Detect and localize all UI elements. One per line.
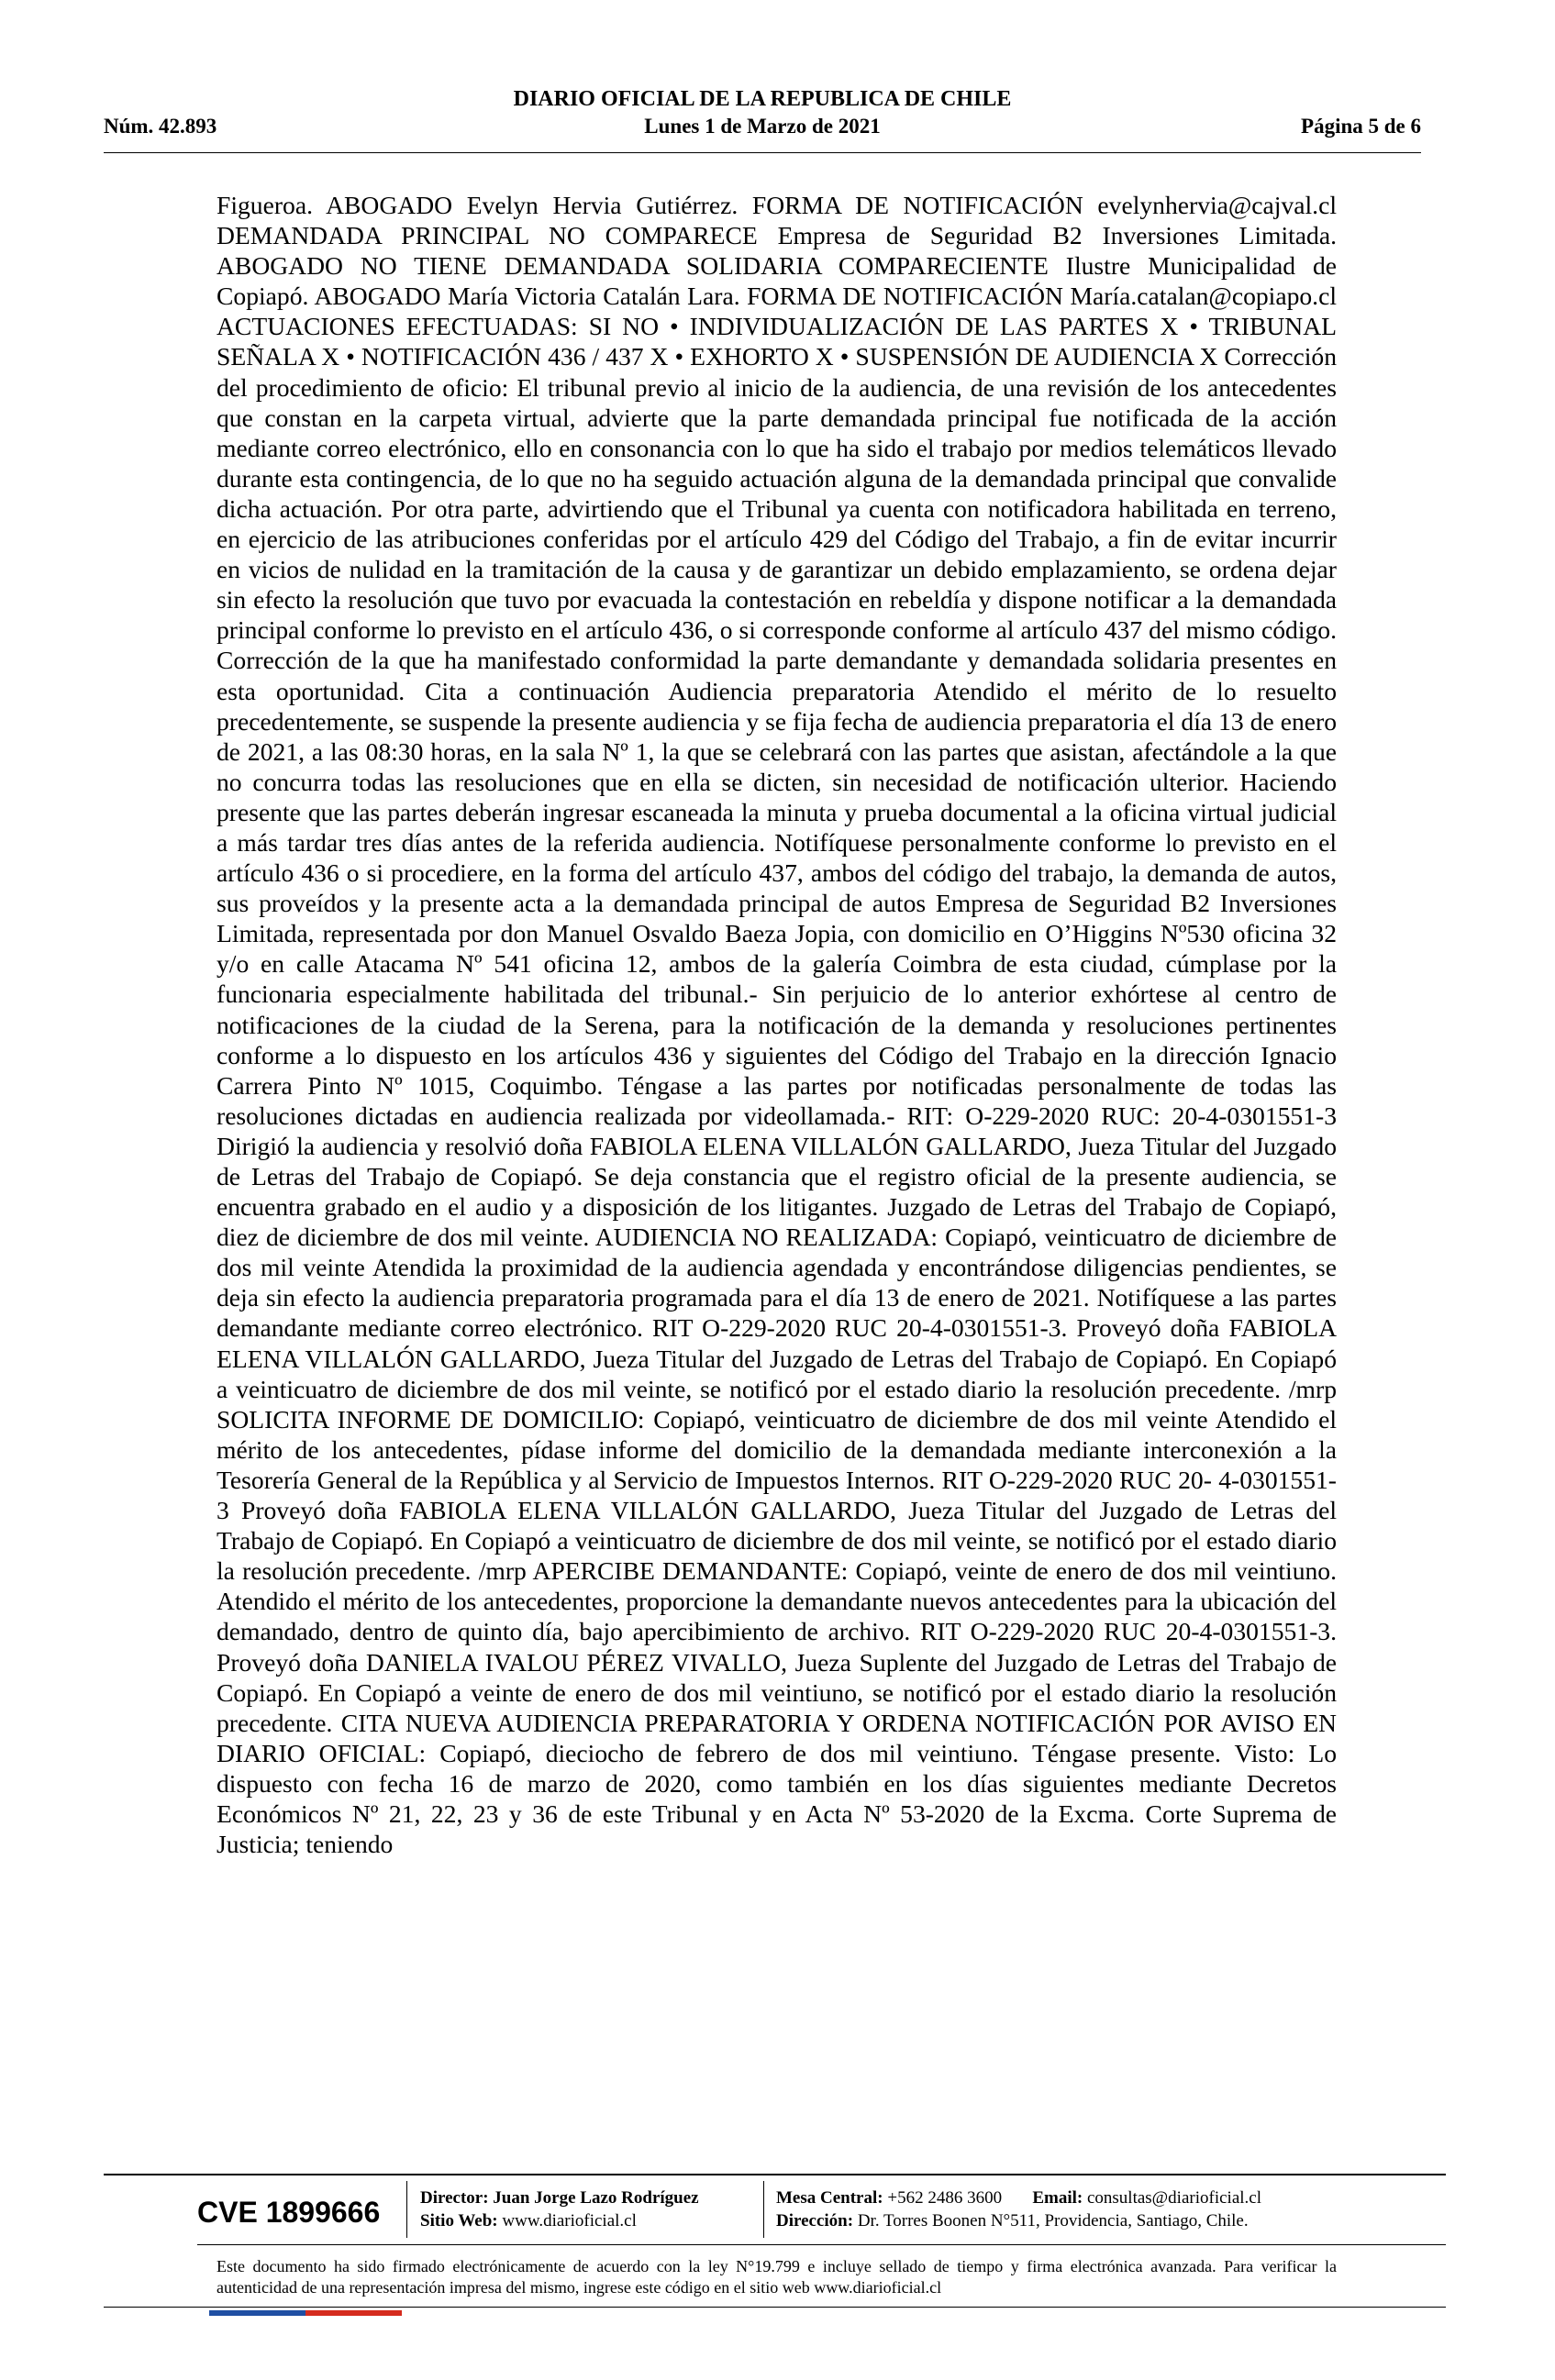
header-info-row: [104, 115, 1421, 142]
footer-divider-bottom: [104, 2307, 1446, 2308]
flag-red-segment: [305, 2310, 402, 2316]
cve-code: CVE 1899666: [197, 2196, 381, 2229]
phone-label: Mesa Central:: [776, 2188, 883, 2208]
footer-separator: [406, 2181, 407, 2238]
email-link[interactable]: consultas@diarioficial.cl: [1086, 2188, 1261, 2208]
phone-number: +562 2486 3600: [887, 2188, 1003, 2208]
legal-notice: Este documento ha sido firmado electrónicamente de acuerdo con la ley N°19.799 e incluye sellado de tiempo y firma electrónica avanzada. Para verificar la autenticidad de una representación impresa del mismo, ingrese este código en el sitio web www.diarioficial.cl: [217, 2257, 1337, 2297]
contact-line: [776, 2187, 1261, 2209]
address-line: [776, 2210, 1249, 2232]
issue-number: Núm. 42.893: [104, 115, 217, 138]
director-name: Juan Jorge Lazo Rodríguez: [493, 2188, 699, 2208]
website-link[interactable]: www.diarioficial.cl: [502, 2211, 637, 2231]
page-number: Página 5 de 6: [1301, 115, 1421, 138]
footer-separator: [763, 2181, 764, 2238]
address-label: Dirección:: [776, 2211, 854, 2231]
body-paragraph: Figueroa. ABOGADO Evelyn Hervia Gutiérrez. FORMA DE NOTIFICACIÓN evelynhervia@cajval.cl DEMANDADA PRINCIPAL NO COMPARECE Empresa de Seguridad B2 Inversiones Limitada. ABOGADO NO TIENE DEMANDADA SOLIDARIA COMPARECIENTE Ilustre Municipalidad de Copiapó. ABOGADO María Victoria Catalán Lara. FORMA DE NOTIFICACIÓN María.catalan@copiapo.cl ACTUACIONES EFECTUADAS: SI NO • INDIVIDUALIZACIÓN DE LAS PARTES X • TRIBUNAL SEÑALA X • NOTIFICACIÓN 436 / 437 X • EXHORTO X • SUSPENSIÓN DE AUDIENCIA X Corrección del procedimiento de oficio: El tribunal previo al inicio de la audiencia, de una revisión de los antecedentes que constan en la carpeta virtual, advierte que la parte demandada principal fue notificada de la acción mediante correo electrónico, ello en consonancia con lo que ha sido el trabajo por medios telemáticos llevado durante esta contingencia, de lo que no ha seguido actuación alguna de la demandada principal que convalide dicha actuación. Por otra parte, advirtiendo que el Tribunal ya cuenta con notificadora habilitada en terreno, en ejercicio de las atribuciones conferidas por el artículo 429 del Código del Trabajo, a fin de evitar incurrir en vicios de nulidad en la tramitación de la causa y de garantizar un debido emplazamiento, se ordena dejar sin efecto la resolución que tuvo por evacuada la contestación en rebeldía y dispone notificar a la demandada principal conforme lo previsto en el artículo 436, o si corresponde conforme al artículo 437 del mismo código. Corrección de la que ha manifestado conformidad la parte demandante y demandada solidaria presentes en esta oportunidad. Cita a continuación Audiencia preparatoria Atendido el mérito de lo resuelto precedentemente, se suspende la presente audiencia y se fija fecha de audiencia preparatoria el día 13 de enero de 2021, a las 08:30 horas, en la sala Nº 1, la que se celebrará con las partes que asistan, afectándole a la que no concurra todas las resoluciones que en ella se dicten, sin necesidad de notificación ulterior. Haciendo presente que las partes deberán ingresar escaneada la minuta y prueba documental a la oficina virtual judicial a más tardar tres días antes de la referida audiencia. Notifíquese personalmente conforme lo previsto en el artículo 436 o si procediere, en la forma del artículo 437, ambos del código del trabajo, la demanda de autos, sus proveídos y la presente acta a la demandada principal de autos Empresa de Seguridad B2 Inversiones Limitada, representada por don Manuel Osvaldo Baeza Jopia, con domicilio en O’Higgins Nº530 oficina 32 y/o en calle Atacama Nº 541 oficina 12, ambos de la galería Coimbra de esta ciudad, cúmplase por la funcionaria especialmente habilitada del tribunal.- Sin perjuicio de lo anterior exhórtese al centro de notificaciones de la ciudad de la Serena, para la notificación de la demanda y resoluciones pertinentes conforme a lo dispuesto en los artículos 436 y siguientes del Código del Trabajo en la dirección Ignacio Carrera Pinto Nº 1015, Coquimbo. Téngase a las partes por notificadas personalmente de todas las resoluciones dictadas en audiencia realizada por videollamada.- RIT: O-229-2020 RUC: 20-4-0301551-3 Dirigió la audiencia y resolvió doña FABIOLA ELENA VILLALÓN GALLARDO, Jueza Titular del Juzgado de Letras del Trabajo de Copiapó. Se deja constancia que el registro oficial de la presente audiencia, se encuentra grabado en el audio y a disposición de los litigantes. Juzgado de Letras del Trabajo de Copiapó, diez de diciembre de dos mil veinte. AUDIENCIA NO REALIZADA: Copiapó, veinticuatro de diciembre de dos mil veinte Atendida la proximidad de la audiencia agendada y encontrándose diligencias pendientes, se deja sin efecto la audiencia preparatoria programada para el día 13 de enero de 2021. Notifíquese a las partes demandante mediante correo electrónico. RIT O-229-2020 RUC 20-4-0301551-3. Proveyó doña FABIOLA ELENA VILLALÓN GALLARDO, Jueza Titular del Juzgado de Letras del Trabajo de Copiapó. En Copiapó a veinticuatro de diciembre de dos mil veinte, se notificó por el estado diario la resolución precedente. /mrp SOLICITA INFORME DE DOMICILIO: Copiapó, veinticuatro de diciembre de dos mil veinte Atendido el mérito de los antecedentes, pídase informe del domicilio de la demandada mediante interconexión a la Tesorería General de la República y al Servicio de Impuestos Internos. RIT O-229-2020 RUC 20- 4-0301551-3 Proveyó doña FABIOLA ELENA VILLALÓN GALLARDO, Jueza Titular del Juzgado de Letras del Trabajo de Copiapó. En Copiapó a veinticuatro de diciembre de dos mil veinte, se notificó por el estado diario la resolución precedente. /mrp APERCIBE DEMANDANTE: Copiapó, veinte de enero de dos mil veintiuno. Atendido el mérito de los antecedentes, proporcione la demandante nuevos antecedentes para la ubicación del demandado, dentro de quinto día, bajo apercibimiento de archivo. RIT O-229-2020 RUC 20-4-0301551-3. Proveyó doña DANIELA IVALOU PÉREZ VIVALLO, Jueza Suplente del Juzgado de Letras del Trabajo de Copiapó. En Copiapó a veinte de enero de dos mil veintiuno, se notificó por el estado diario la resolución precedente. CITA NUEVA AUDIENCIA PREPARATORIA Y ORDENA NOTIFICACIÓN POR AVISO EN DIARIO OFICIAL: Copiapó, dieciocho de febrero de dos mil veintiuno. Téngase presente. Visto: Lo dispuesto con fecha 16 de marzo de 2020, como también en los días siguientes mediante Decretos Económicos Nº 21, 22, 23 y 36 de este Tribunal y en Acta Nº 53-2020 de la Excma. Corte Suprema de Justicia; teniendo: [217, 191, 1337, 1859]
publication-title: DIARIO OFICIAL DE LA REPUBLICA DE CHILE: [513, 87, 1012, 111]
flag-blue-segment: [209, 2310, 305, 2316]
footer-divider-middle: [197, 2244, 1446, 2245]
page-header: [104, 87, 1421, 151]
issue-date: Lunes 1 de Marzo de 2021: [644, 115, 881, 138]
address-text: Dr. Torres Boonen N°511, Providencia, Santiago, Chile.: [857, 2211, 1249, 2231]
chile-flag-stripe: [209, 2310, 402, 2316]
director-line: [420, 2187, 699, 2209]
website-label: Sitio Web:: [420, 2211, 498, 2231]
footer-divider-top: [104, 2174, 1446, 2175]
director-label: Director:: [420, 2188, 489, 2208]
email-label: Email:: [1032, 2188, 1083, 2208]
website-line: [420, 2210, 637, 2232]
header-divider: [104, 152, 1421, 153]
